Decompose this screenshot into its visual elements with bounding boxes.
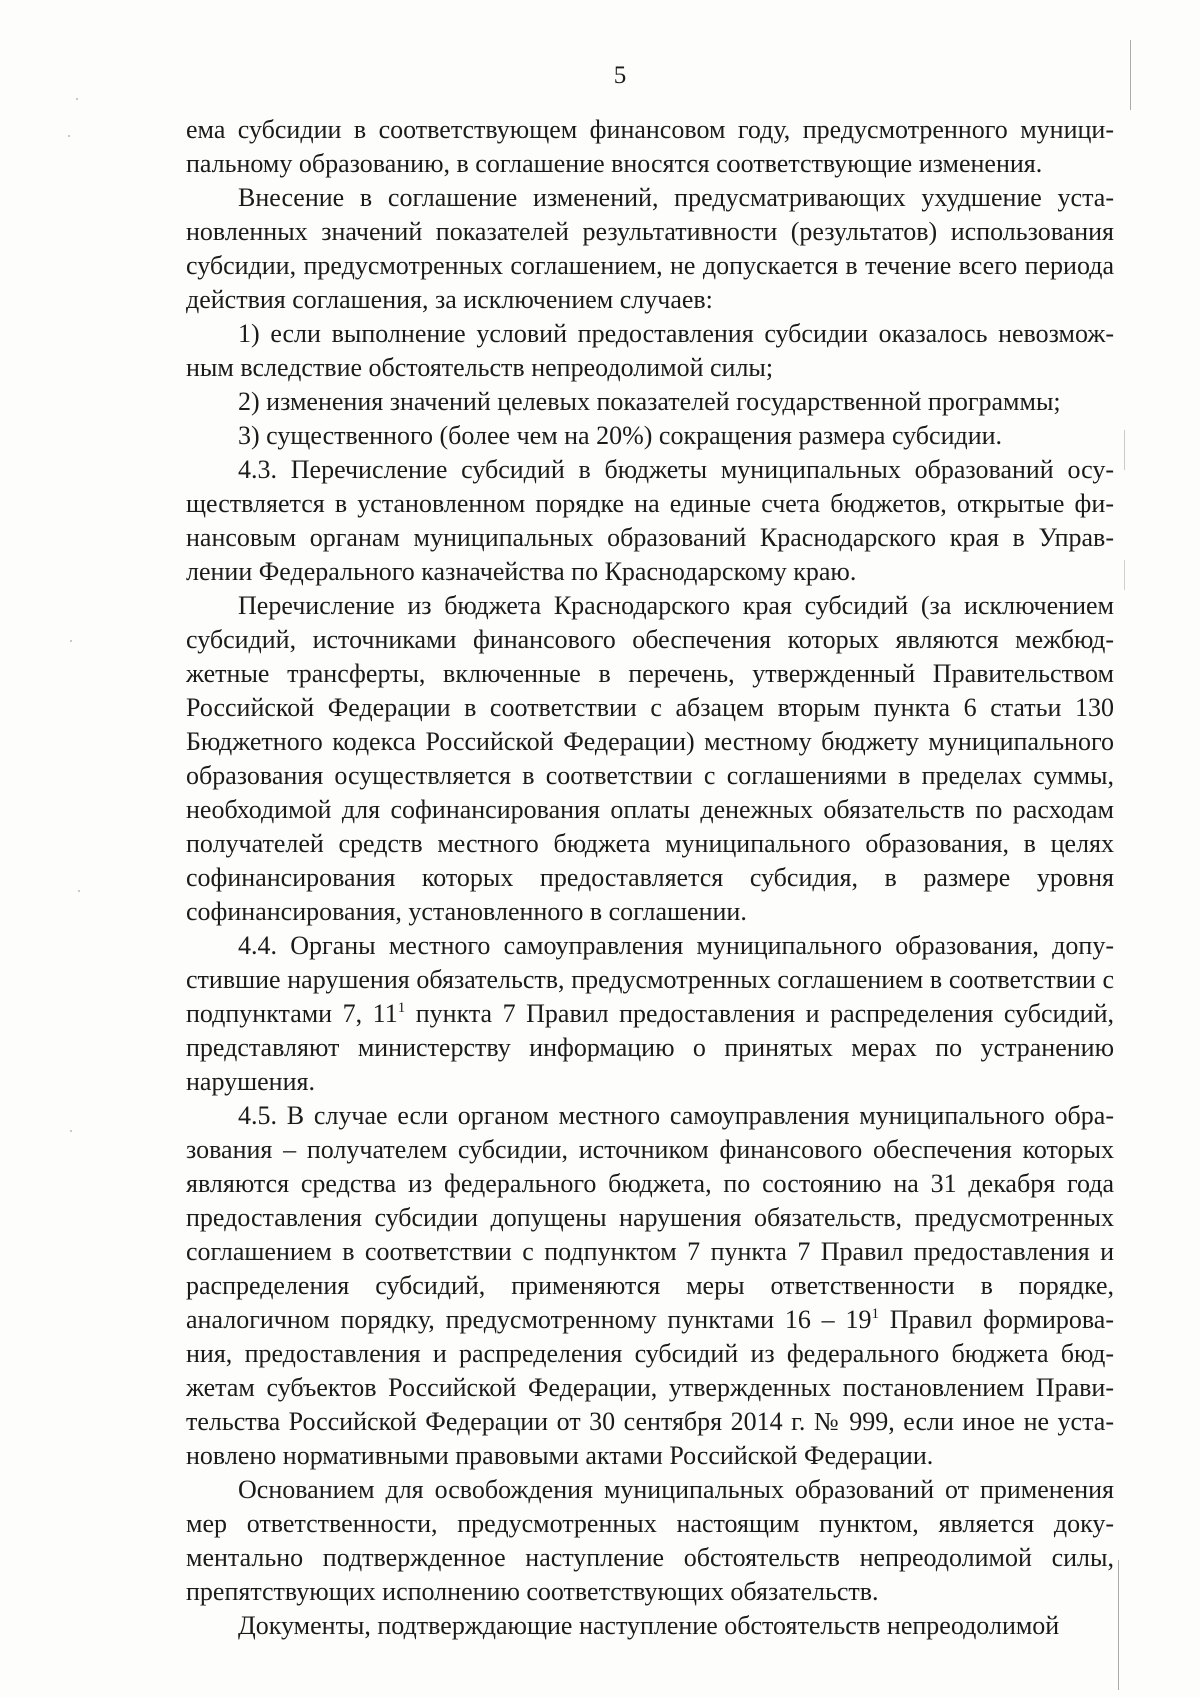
paragraph: ема субсидии в соответствующем финансовом году, предусмотренного муниципальному образованию, в соглашение вносятся соответствующие изменения. [186,115,1114,178]
scan-speck [76,98,78,100]
paragraph-text: пункта 7 Правил предоставления и распределения субсидий, представляют министерству информацию о принятых мерах по устранению нарушения. [186,999,1114,1096]
page-number: 5 [613,62,627,89]
superscript: 1 [871,1306,879,1322]
scan-edge-line [1124,560,1125,590]
scan-edge-line [1118,1560,1119,1690]
paragraph: Внесение в соглашение изменений, предусматривающих ухудшение установленных значений показателей результативности (результатов) использования субсидии, предусмотренных соглашением, не допускается в течение всего периода действия соглашения, за исключением случаев: [186,183,1114,314]
document-body [186,113,1114,1643]
paragraph-text: 4.5. В случае если органом местного самоуправления муниципального образования – получателем субсидии, источником финансового обеспечения которых являются средства из федерального бюджета, по состоянию на 31 декабря года предоставления субсидии допущены нарушения обязательств, предусмотренных соглашением в соответствии с подпунктом 7 пункта 7 Правил предоставления и распределения субсидий, применяются меры ответственности в порядке, аналогичном порядку, предусмотренному пунктами 16 – 19 [186,1101,1114,1334]
paragraph-text: 4.4. Органы местного самоуправления муниципального образования, допустившие нарушения обязательств, предусмотренных соглашением в соответствии с подпунктами 7, 11 [186,931,1114,1028]
paragraph: Перечисление из бюджета Краснодарского края субсидий (за исключением субсидий, источниками финансового обеспечения которых являются межбюджетные трансферты, включенные в перечень, утвержденный Правительством Российской Федерации в соответствии с абзацем вторым пункта 6 статьи 130 Бюджетного кодекса Российской Федерации) местному бюджету муниципального образования осуществляется в соответствии с соглашениями в пределах суммы, необходимой для софинансирования оплаты денежных обязательств по расходам получателей средств местного бюджета муниципального образования, в целях софинансирования которых предоставляется субсидия, в размере уровня софинансирования, установленного в соглашении. [186,591,1114,926]
paragraph: Основанием для освобождения муниципальных образований от применения мер ответственности, предусмотренных настоящим пунктом, является документально подтвержденное наступление обстоятельств непреодолимой силы, препятствующих исполнению соответствующих обязательств. [186,1475,1114,1606]
scan-speck [78,890,80,892]
list-item: 1) если выполнение условий предоставления субсидии оказалось невозможным вследствие обстоятельств непреодолимой силы; [186,319,1114,382]
paragraph [186,929,1114,1099]
paragraph [186,1099,1114,1473]
list-item: 2) изменения значений целевых показателей государственной программы; [238,387,1061,416]
scan-speck [70,640,72,642]
scan-speck [68,135,70,137]
scan-edge-line [1124,430,1125,470]
paragraph-text: Правил формирования, предоставления и распределения субсидий из федерального бюджета бюджетам субъектов Российской Федерации, утвержденных постановлением Правительства Российской Федерации от 30 сентября 2014 г. № 999, если иное не установлено нормативными правовыми актами Российской Федерации. [186,1305,1115,1470]
scan-speck [70,1130,72,1132]
list-item: 3) существенного (более чем на 20%) сокращения размера субсидии. [238,421,1003,450]
paragraph: Документы, подтверждающие наступление обстоятельств непреодолимой [238,1611,1060,1640]
superscript: 1 [397,1000,406,1016]
paragraph: 4.3. Перечисление субсидий в бюджеты муниципальных образований осуществляется в установленном порядке на единые счета бюджетов, открытые финансовым органам муниципальных образований Краснодарского края в Управлении Федерального казначейства по Краснодарскому краю. [186,455,1114,586]
